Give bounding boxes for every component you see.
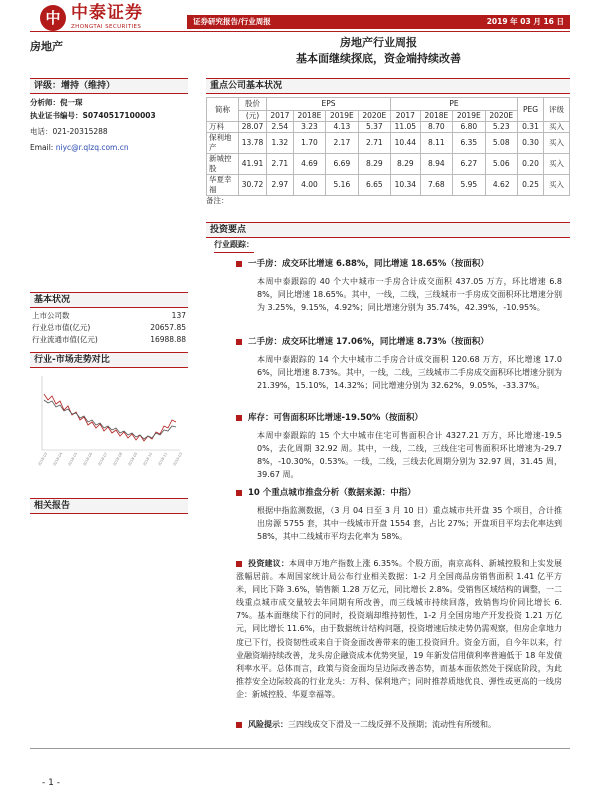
year-header: 2017 [391,111,421,122]
table-row: 万科 28.07 2.54 3.23 4.13 5.37 11.05 8.70 6.80 5.23 0.31 买入 [207,122,570,133]
investment-points-block [206,222,570,253]
para-inventory: 本周中泰跟踪的 15 个大中城市住宅可售面积合计 4327.21 万方，环比增速-19.50%，去化周期 32.92 周。其中，一线，二线，三线住宅可售面积环比增速为-29.78%，-10.30%，0.53%。一线，二线，三线去化周期分别为 32.97 周，31.45 周，39.67 周。 [257,431,562,480]
report-header-bar [187,15,570,29]
x-tick-labels [37,451,183,466]
table-note: 备注： [206,196,229,206]
col-header-price: 股价 [239,98,267,111]
svg-text:2018-04: 2018-04 [52,451,64,467]
year-header: 2020E [358,111,390,122]
table-row: 新城控股 41.91 2.71 4.69 6.69 8.29 8.29 8.94 6.27 5.06 0.20 买入 [207,154,570,175]
para-risk: 风险提示：三四线成交下滑及一二线反弹不及预期；流动性有所缓和。 [236,718,562,731]
table-row: 保利地产 13.78 1.32 1.70 2.17 2.71 10.44 8.11 6.35 5.08 0.30 买入 [207,133,570,154]
page-number: - 1 - [42,778,60,788]
analyst-row: 分析师：倪一琛 [30,98,83,108]
col-header-peg: PEG [518,98,544,122]
report-subtitle: 基本面继续探底，资金端持续改善 [296,52,461,65]
doc-type: 证券研究报告/行业周报 [193,16,271,26]
col-header-rating: 评级 [544,98,570,122]
trend-chart-block [30,352,188,368]
left-sidebar [30,78,188,154]
investment-advice-label: 投资建议： [248,559,289,568]
para-second-hand: 本周中泰跟踪的 14 个大中城市二手房合计成交面积 120.68 万方，环比增速 17.06%，同比增速 8.73%。其中，一线，二线，三线城市二手房成交面积环比增速分别为 21.39%，15.10%，14.32%；同比增速分别为 32.62%，9.05%，-33.37%。 [257,355,562,391]
year-header: 2019E [326,111,358,122]
svg-text:2018-09: 2018-09 [127,451,139,467]
company-table-heading: 重点公司基本状况 [206,78,570,94]
col-header-name: 简称 [207,98,239,122]
logo-mark-icon: 中 [40,5,66,31]
bullet-square-icon [236,722,242,728]
company-table [206,97,570,196]
svg-text:2018-08: 2018-08 [112,451,124,467]
sector-label: 房地产 [30,40,63,53]
basic-status-heading: 基本状况 [30,292,188,308]
company-logo [40,5,143,31]
basic-row: 行业总市值(亿元) 20657.85 [32,323,186,333]
bullet-square-icon [236,415,242,421]
trend-chart [30,370,188,480]
related-reports-block [30,498,188,514]
license-row: 执业证书编号：S0740517100003 [30,111,156,121]
svg-text:2019-03: 2019-03 [172,451,184,467]
svg-text:2018-11: 2018-11 [157,451,169,467]
related-reports-heading: 相关报告 [30,498,188,514]
svg-text:2018-10: 2018-10 [142,451,154,467]
para-investment-advice: 投资建议：本周申万地产指数上涨 6.35%。个股方面，南京高科、新城控股和上实发展涨幅居前。本周国家统计局公布行业相关数据：1-2 月全国商品房销售面积 1.41 亿平方米，同比下降 3.6%，销售额 1.28 万亿元，同比增长 2.8%。受销售区域结构的调整，一二线重点城市成交量较去年同期有所改善，而三线城市持续回落，致销售均价同比增长 6.7%。基本面继续下行的同时，投资端却维持韧性，1-2 月全国房地产开发投资 1.21 万亿元，同比增长 11.6%，由于数据统计结构问题，投资增速后续走势仍需观察，但房企拿地力度已下行，投资韧性或来自于资金面改善带来的施工投资回升。资金方面，自今年以来，行业融资端持续改善，龙头房企融资成本优势突显，19 年新发信用债利率普遍低于 18 年发债利率水平。总体而言，政策与资金面均呈边际改善态势，而基本面依然处于探底阶段，为此推荐安全边际较高的行业龙头：万科、保利地产；同时推荐质地优良、弹性或更高的一线房企：新城控股、华夏幸福等。 [236,559,562,699]
bullet-square-icon [236,339,242,345]
para-new-home: 本周中泰跟踪的 40 个大中城市一手房合计成交面积 437.05 万方，环比增速 6.88%，同比增速 18.65%。其中，一线，二线，三线城市一手房成交面积环比增速分别为 3.25%，9.15%，4.92%；同比增速分别为 35.74%，42.39%，-10.95%。 [257,277,562,313]
rating-heading: 评级：增持（维持） [30,78,188,94]
report-date: 2019 年 03 月 16 日 [486,16,564,26]
industry-tracking-label: 行业跟踪： [214,240,254,253]
series-line-market [44,400,176,439]
year-header: 2019E [453,111,485,122]
para-city-launch: 根据中指监测数据，（3 月 04 日至 3 月 10 日）重点城市共开盘 35 个项目，合计推出房源 5755 套，其中一线城市开盘 1554 套，占比 27%；开盘项目平均去化率达到 58%，其中二线城市平均去化率为 58%。 [257,506,562,542]
email-row: Email: niyc@r.qlzq.com.cn [30,143,129,153]
bullet-square-icon [236,490,242,496]
risk-label: 风险提示： [248,720,288,729]
table-row: 华夏幸福 30.72 2.97 4.00 5.16 6.65 10.34 7.68 5.95 4.62 0.25 买入 [207,175,570,196]
col-header-price-unit: (元) [239,111,267,122]
bullet-new-home: 一手房：成交环比增速 6.88%，同比增速 18.65%（按面积） [236,259,489,270]
bullet-inventory: 库存：可售面积环比增速-19.50%（按面积） [236,413,423,424]
year-header: 2017 [267,111,294,122]
footer-divider [30,748,570,749]
investment-points-heading: 投资要点 [206,222,570,238]
report-title: 房地产行业周报 [340,36,417,49]
year-header: 2018E [293,111,325,122]
year-header: 2018E [420,111,452,122]
logo-text-en: ZHONGTAI SECURITIES [71,24,142,30]
email-link[interactable]: niyc@r.qlzq.com.cn [55,143,129,153]
col-header-pe: PE [391,98,518,111]
svg-text:2018-03: 2018-03 [37,451,49,467]
logo-text-cn: 中泰证券 [71,3,143,23]
bullet-square-icon [236,561,242,567]
col-header-eps: EPS [267,98,391,111]
phone-row: 电话：021-20315288 [30,127,108,137]
series-line-sector [44,394,176,441]
basic-row: 上市公司数 137 [32,311,186,321]
trend-chart-heading: 行业-市场走势对比 [30,352,188,368]
basic-status-block [30,292,188,346]
company-table-block [206,78,570,206]
year-header: 2020E [485,111,517,122]
svg-text:2018-07: 2018-07 [97,451,109,467]
basic-row: 行业流通市值(亿元) 16988.88 [32,335,186,345]
header-divider [30,31,570,32]
svg-text:2018-05: 2018-05 [67,451,79,467]
bullet-city-launch: 10 个重点城市推盘分析（数据来源：中指） [236,488,416,499]
bullet-square-icon [236,261,242,267]
svg-text:2018-06: 2018-06 [82,451,94,467]
trend-chart-svg [30,370,188,480]
bullet-second-hand: 二手房：成交环比增速 17.06%，同比增速 8.73%（按面积） [236,337,489,348]
